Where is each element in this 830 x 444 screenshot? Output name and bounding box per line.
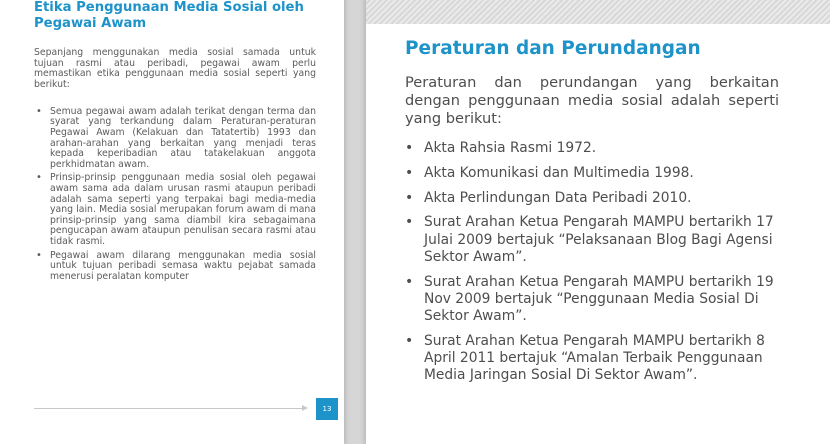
list-item bbox=[405, 165, 779, 182]
list-item-text: Surat Arahan Ketua Pengarah MAMPU bertarikh 8 April 2011 bertajuk “Amalan Terbaik Penggunaan Media Jaringan Sosial Di Sektor Awam”. bbox=[424, 332, 765, 384]
list-item bbox=[34, 251, 316, 283]
bullet-icon: • bbox=[405, 189, 414, 206]
bullet-icon: • bbox=[405, 140, 414, 156]
list-item-text: Surat Arahan Ketua Pengarah MAMPU bertarikh 19 Nov 2009 bertajuk “Penggunaan Media Sosial Di Sektor Awam”. bbox=[424, 273, 774, 324]
list-item-text: Surat Arahan Ketua Pengarah MAMPU bertarikh 17 Julai 2009 bertajuk “Pelaksanaan Blog Bagi Agensi Sektor Awam”. bbox=[424, 214, 774, 265]
list-item-text: Akta Rahsia Rasmi 1972. bbox=[424, 140, 597, 156]
bullet-icon: • bbox=[405, 273, 414, 290]
bullet-icon: • bbox=[405, 214, 414, 231]
list-item bbox=[34, 107, 316, 171]
right-page-intro: Peraturan dan perundangan yang berkaitan dengan penggunaan media sosial adalah seperti yang berikut: bbox=[405, 74, 779, 127]
list-item-text: Semua pegawai awam adalah terikat dengan terma dan syarat yang terkandung dalam Peraturan-peraturan Pegawai Awam (Kelakuan dan Tatatertib) 1993 dan arahan-arahan yang berkaitan yang menjadi teras kepada keperibadian atau tatakelakuan anggota perkhidmatan awam. bbox=[50, 105, 316, 170]
list-item-text: Akta Perlindungan Data Peribadi 2010. bbox=[424, 189, 692, 206]
list-item bbox=[405, 333, 779, 385]
bullet-icon: • bbox=[405, 332, 414, 349]
right-page-content bbox=[405, 38, 779, 392]
right-page-title: Peraturan dan Perundangan bbox=[405, 38, 701, 59]
bullet-icon: • bbox=[36, 249, 42, 261]
list-item-text: Akta Komunikasi dan Multimedia 1998. bbox=[424, 164, 694, 181]
left-page-intro: Sepanjang menggunakan media sosial samada untuk tujuan rasmi atau peribadi, pegawai awam perlu memastikan etika penggunaan media sosial seperti yang berikut: bbox=[34, 47, 316, 91]
left-page bbox=[0, 0, 344, 444]
left-page-title: Etika Penggunaan Media Sosial oleh Pegawai Awam bbox=[34, 0, 304, 31]
footer-divider bbox=[34, 408, 306, 409]
left-bullet-list bbox=[34, 107, 316, 283]
arrow-right-icon bbox=[302, 405, 308, 411]
bullet-icon: • bbox=[36, 172, 42, 184]
header-hatch-pattern bbox=[366, 0, 830, 24]
list-item bbox=[405, 190, 779, 207]
list-item bbox=[405, 274, 779, 326]
bullet-icon: • bbox=[36, 105, 42, 117]
page-number: 13 bbox=[316, 398, 338, 420]
list-item bbox=[405, 214, 779, 266]
right-page bbox=[366, 0, 830, 444]
list-item bbox=[34, 173, 316, 247]
list-item bbox=[405, 140, 779, 157]
list-item-text: Pegawai awam dilarang menggunakan media sosial untuk tujuan peribadi semasa waktu pejabat samada menerusi peralatan komputer bbox=[50, 249, 316, 282]
right-bullet-list bbox=[405, 140, 779, 384]
bullet-icon: • bbox=[405, 164, 414, 181]
list-item-text: Prinsip-prinsip penggunaan media sosial oleh pegawai awam sama ada dalam urusan rasmi ataupun peribadi adalah sama seperti yang terpakai bagi media-media yang lain. Media sosial merupakan forum awam di mana prinsip-prinsip yang sama diambil kira sebagaimana pengucapan awam ataupun penulisan secara rasmi atau tidak rasmi. bbox=[50, 172, 316, 247]
left-page-content bbox=[34, 0, 316, 285]
